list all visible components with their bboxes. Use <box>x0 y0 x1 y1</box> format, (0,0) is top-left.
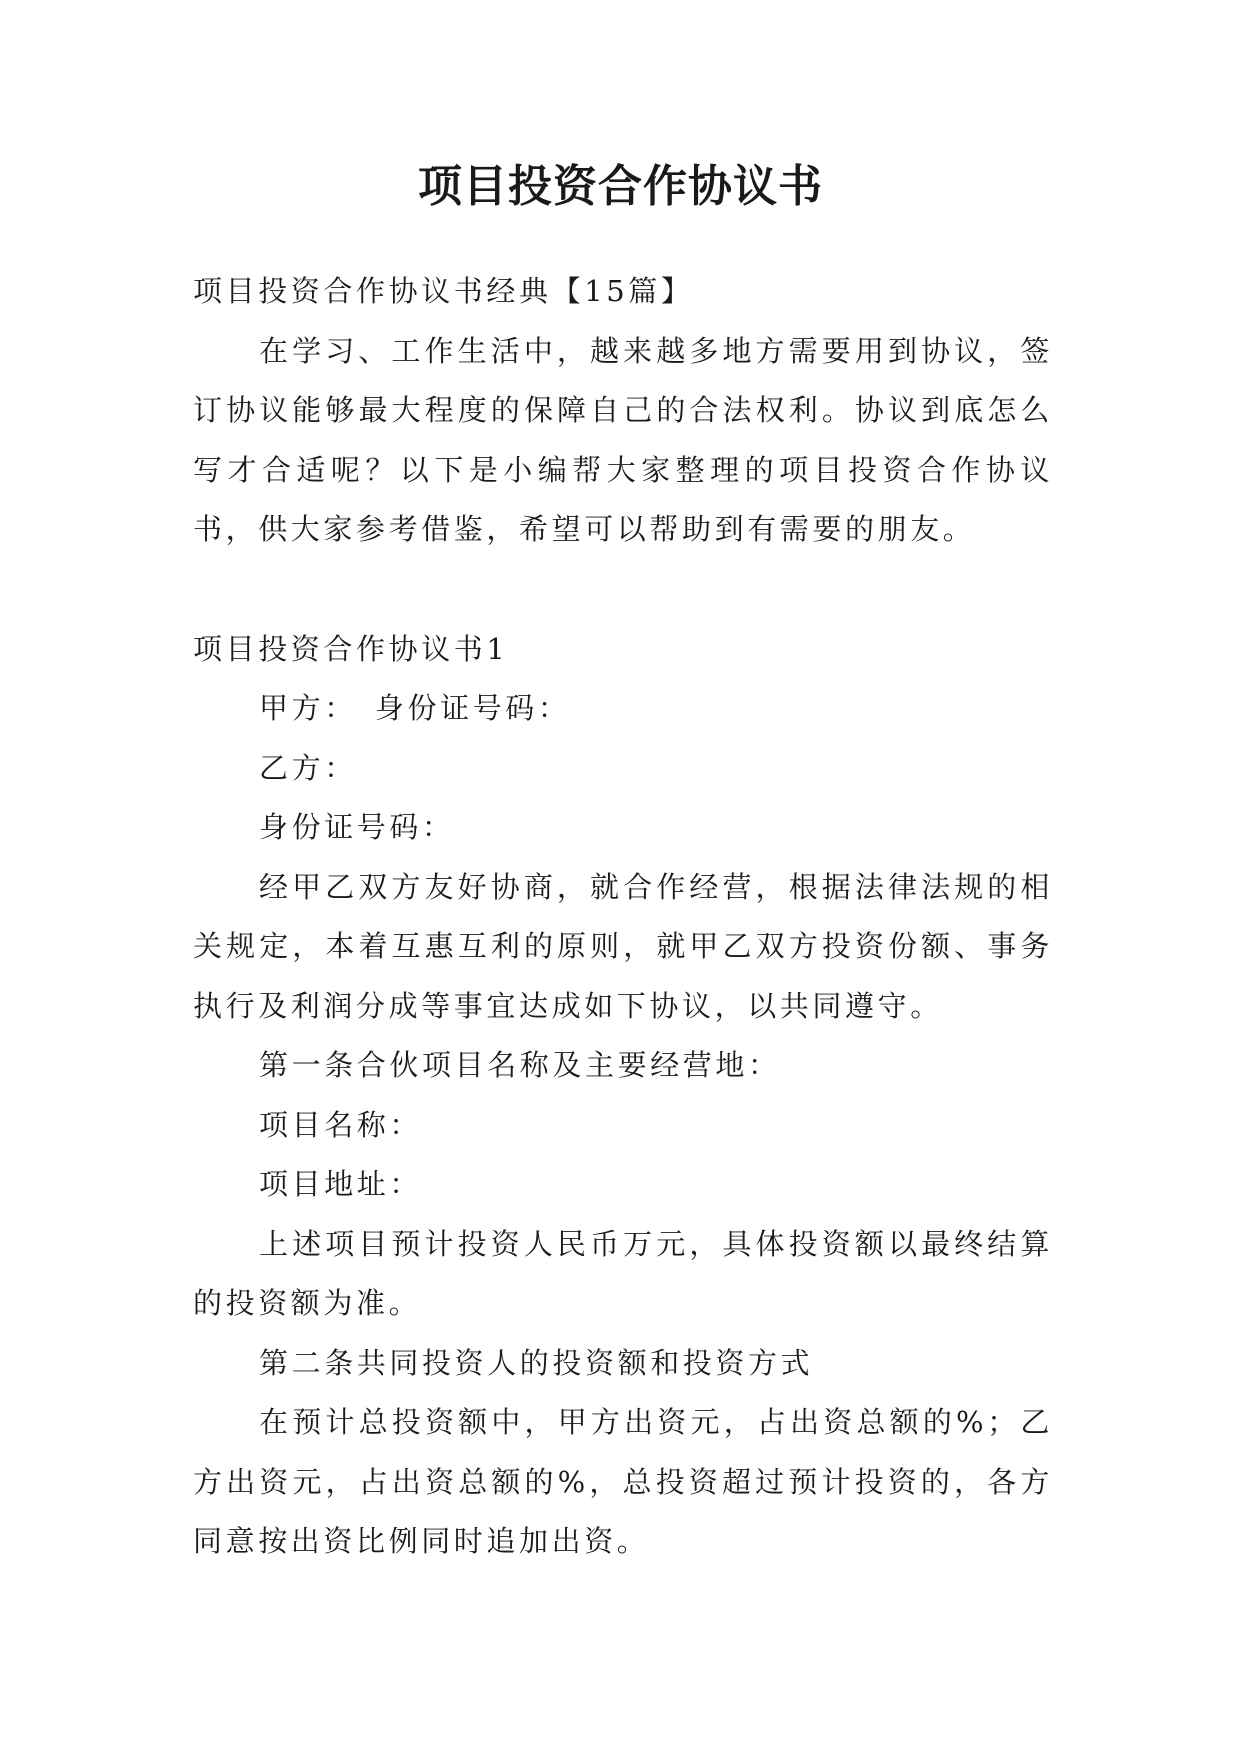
project-address-line: 项目地址： <box>259 1167 423 1201</box>
article-2-body: 在预计总投资额中，甲方出资元，占出资总额的%；乙方出资元，占出资总额的%，总投资超过预计投资的，各方同意按出资比例同时追加出资。 <box>193 1405 1053 1558</box>
party-b-line: 乙方： <box>259 750 357 785</box>
party-a-line: 甲方： 身份证号码： <box>259 691 571 725</box>
section-heading: 项目投资合作协议书1 <box>193 631 509 666</box>
article-1-body: 上述项目预计投资人民币万元，具体投资额以最终结算的投资额为准。 <box>193 1226 1053 1320</box>
project-name-line: 项目名称： <box>259 1107 423 1142</box>
intro-paragraph: 在学习、工作生活中，越来越多地方需要用到协议，签订协议能够最大程度的保障自己的合法权利。协议到底怎么写才合适呢？以下是小编帮大家整理的项目投资合作协议书，供大家参考借鉴，希望可以帮助到有需要的朋友。 <box>193 333 1053 546</box>
article-2-title: 第二条共同投资人的投资额和投资方式 <box>259 1345 814 1380</box>
document-body <box>193 262 1053 1572</box>
document-subtitle: 项目投资合作协议书经典【15篇】 <box>193 274 694 308</box>
id-number-line: 身份证号码： <box>259 810 455 844</box>
article-1-title: 第一条合伙项目名称及主要经营地： <box>259 1048 781 1082</box>
document-title: 项目投资合作协议书 <box>418 161 823 212</box>
preamble-paragraph: 经甲乙双方友好协商，就合作经营，根据法律法规的相关规定，本着互惠互利的原则，就甲乙双方投资份额、事务执行及利润分成等事宜达成如下协议，以共同遵守。 <box>193 869 1053 1023</box>
